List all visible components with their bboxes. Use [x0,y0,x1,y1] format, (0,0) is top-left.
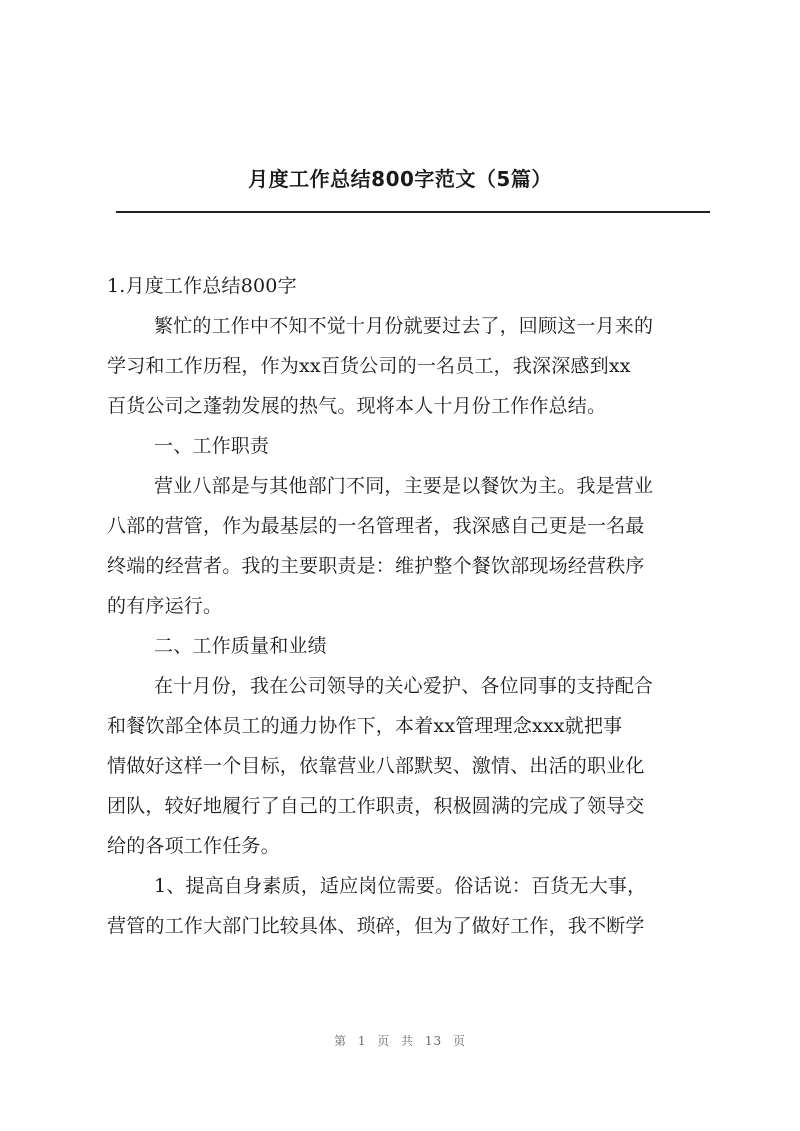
title-underline [116,211,710,213]
body-line: 营管的工作大部门比较具体、琐碎，但为了做好工作，我不断学 [107,915,645,937]
body-line: 情做好这样一个目标，依靠营业八部默契、激情、出活的职业化 [107,755,645,777]
body-line: 在十月份，我在公司领导的关心爱护、各位同事的支持配合 [154,675,654,697]
body-line: 八部的营管，作为最基层的一名管理者，我深感自己更是一名最 [107,515,645,537]
body-line: 终端的经营者。我的主要职责是：维护整个餐饮部现场经营秩序 [107,555,645,577]
body-line: 营业八部是与其他部门不同，主要是以餐饮为主。我是营业 [154,475,654,497]
body-line: 的有序运行。 [107,595,223,617]
document-title: 月度工作总结800字范文（5篇） [248,167,552,191]
body-line: 1.月度工作总结800字 [107,275,297,297]
body-line: 学习和工作历程，作为xx百货公司的一名员工，我深深感到xx [107,355,631,377]
body-line: 和餐饮部全体员工的通力协作下，本着xx管理理念xxx就把事 [107,715,623,737]
body-line: 1、提高自身素质，适应岗位需要。俗话说：百货无大事， [154,875,647,897]
section-heading: 二、工作质量和业绩 [154,635,327,657]
body-line: 百货公司之蓬勃发展的热气。现将本人十月份工作作总结。 [107,395,607,417]
document-body [107,266,711,946]
page-footer: 第 1 页 共 13 页 [334,1034,466,1048]
body-line: 给的各项工作任务。 [107,835,280,857]
body-line: 团队，较好地履行了自己的工作职责，积极圆满的完成了领导交 [107,795,645,817]
body-line: 繁忙的工作中不知不觉十月份就要过去了，回顾这一月来的 [154,315,654,337]
section-heading: 一、工作职责 [154,435,270,457]
